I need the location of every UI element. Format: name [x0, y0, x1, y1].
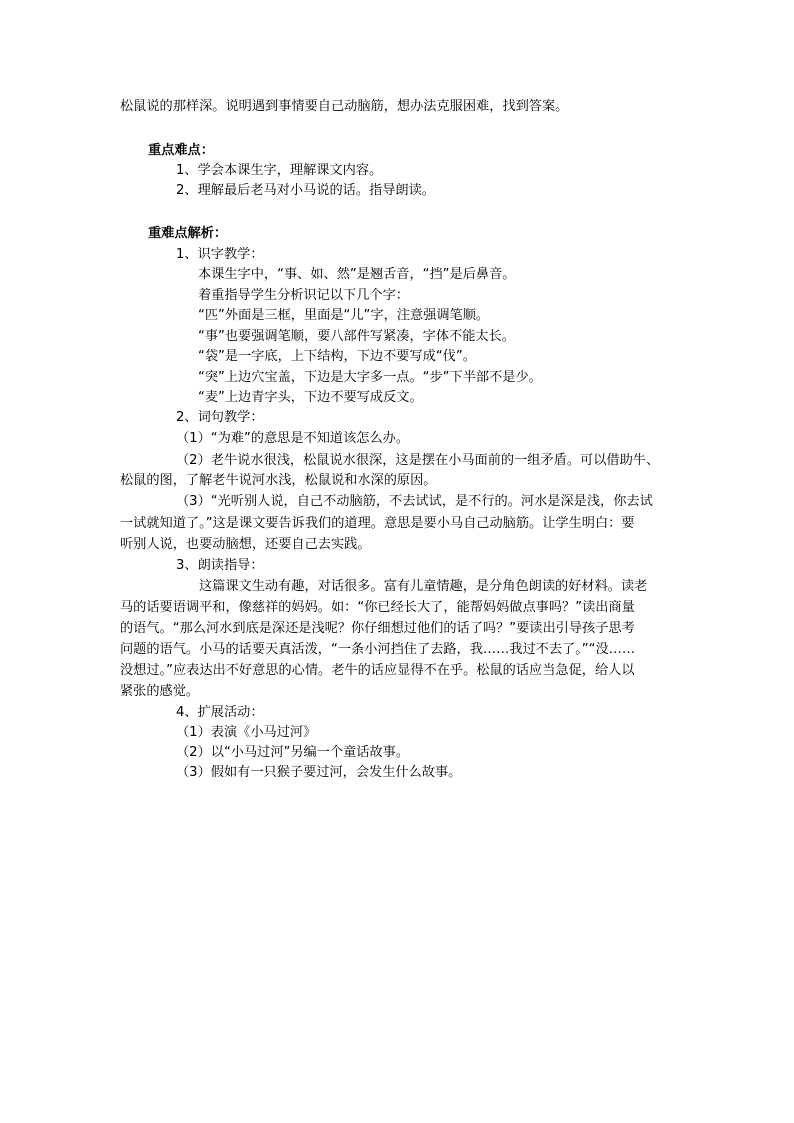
words-line: （2）老牛说水很浅，松鼠说水很深，这是摆在小马面前的一组矛盾。可以借助牛、: [176, 453, 660, 468]
key-point-item: 2、理解最后老马对小马说的话。指导朗读。: [176, 183, 435, 198]
reading-line: 紧张的感觉。: [120, 684, 200, 699]
literacy-line: “麦”上边青字头，下边不要写成反文。: [198, 390, 423, 405]
reading-line: 这篇课文生动有趣，对话很多。富有儿童情趣，是分角色朗读的好材料。读老: [199, 579, 648, 594]
literacy-title: 1、识字教学：: [176, 247, 264, 262]
literacy-line: “匹”外面是三框，里面是“儿”字，注意强调笔顺。: [198, 308, 490, 323]
literacy-line: 本课生字中，“事、如、然”是翘舌音，“挡”是后鼻音。: [198, 267, 516, 282]
literacy-line: 着重指导学生分析识记以下几个字：: [198, 288, 409, 303]
words-line: 松鼠的图，了解老牛说河水浅，松鼠说和水深的原因。: [120, 473, 437, 488]
reading-line: 马的话要语调平和，像慈祥的妈妈。如：“你已经长大了，能帮妈妈做点事吗？”读出商量: [120, 600, 635, 615]
reading-title: 3、朗读指导：: [176, 558, 264, 573]
extension-line: （2）以“小马过河”另编一个童话故事。: [176, 745, 410, 760]
key-point-item: 1、学会本课生字，理解课文内容。: [176, 163, 383, 178]
words-line: （3）“光听别人说，自己不动脑筋，不去试试，是不行的。河水是深是浅，你去试: [176, 494, 653, 509]
literacy-line: “突”上边穴宝盖，下边是大字多一点。“步”下半部不是少。: [198, 370, 542, 385]
extension-title: 4、扩展活动：: [176, 705, 264, 720]
words-line: （1）“为难”的意思是不知道该怎么办。: [176, 431, 410, 446]
literacy-line: “袋”是一字底，上下结构，下边不要写成“伐”。: [198, 349, 476, 364]
extension-line: （1）表演《小马过河》: [176, 725, 317, 740]
reading-line: 问题的语气。小马的话要天真活泼，“一条小河挡住了去路，我……我过不去了。”“没……: [120, 642, 636, 657]
words-title: 2、词句教学：: [176, 410, 264, 425]
analysis-heading: 重难点解析：: [148, 226, 228, 241]
literacy-line: “事”也要强调笔顺，要八部件写紧凑，字体不能太长。: [198, 329, 515, 344]
reading-line: 的语气。“那么河水到底是深还是浅呢？你仔细想过他们的话了吗？”要读出引导孩子思考: [120, 621, 635, 636]
words-line: 听别人说，也要动脑想，还要自己去实践。: [120, 537, 371, 552]
key-points-heading: 重点难点：: [148, 143, 214, 158]
extension-line: （3）假如有一只猴子要过河，会发生什么故事。: [176, 765, 462, 780]
words-line: 一试就知道了。”这是课文要告诉我们的道理。意思是要小马自己动脑筋。让学生明白：要: [120, 516, 635, 531]
intro-tail-line: 松鼠说的那样深。说明遇到事情要自己动脑筋，想办法克服困难，找到答案。: [120, 99, 569, 114]
reading-line: 没想过。”应表达出不好意思的心情。老牛的话应显得不在乎。松鼠的话应当急促，给人以: [120, 663, 635, 678]
